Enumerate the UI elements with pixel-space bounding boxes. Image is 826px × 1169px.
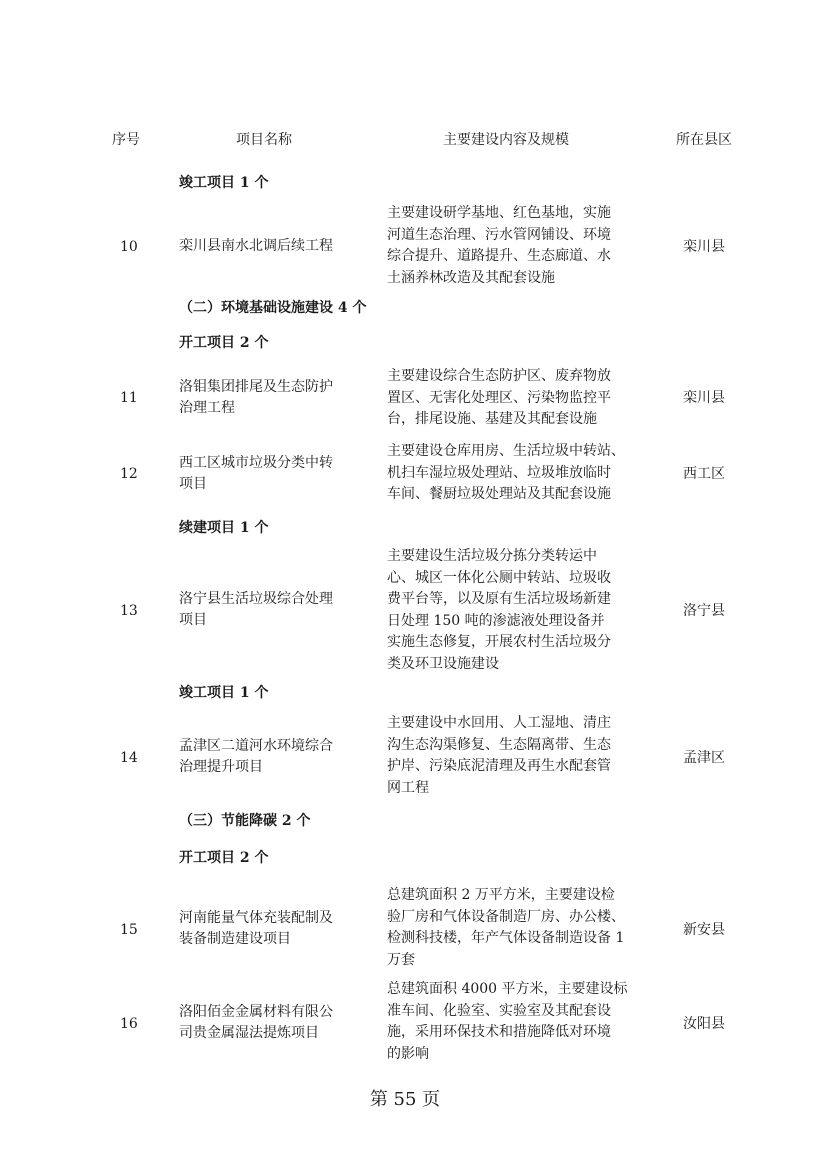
row-12-number: 12 [120,466,138,482]
row-13-content-line: 心、城区一体化公厕中转站、垃圾收 [387,569,611,586]
row-15-county: 新安县 [683,922,725,938]
row-11-content-line: 台，排尾设施、基建及其配套设施 [387,411,597,427]
row-13-content [387,546,642,675]
row-11-name [179,377,369,419]
row-14-name-line: 孟津区二道河水环境综合 [179,738,333,754]
column-header-county: 所在县区 [676,132,732,148]
row-15-content-line: 万套 [387,951,415,968]
row-14-number: 14 [120,750,138,766]
row-14-content-line: 网工程 [387,779,429,796]
row-15-content [387,885,642,971]
row-10-content-line: 土涵养林改造及其配套设施 [387,269,555,286]
section-continued-1: 续建项目 1 个 [179,520,269,536]
row-10-name [179,236,369,257]
row-13-content-line: 实施生态修复，开展农村生活垃圾分 [387,634,611,650]
row-13-name [179,589,369,631]
row-13-content-line: 主要建设生活垃圾分拣分类转运中 [387,548,597,564]
section-started-2b: 开工项目 2 个 [179,850,269,866]
row-16-name-line: 洛阳佰金金属材料有限公 [179,1004,333,1020]
row-14-name [179,736,369,778]
row-11-county: 栾川县 [683,390,725,406]
row-12-content-line: 主要建设仓库用房、生活垃圾中转站、 [387,443,625,459]
row-16-content-line: 准车间、化验室、实验室及其配套设 [387,1002,611,1019]
row-16-name-line: 司贵金属湿法提炼项目 [179,1025,319,1041]
row-16-content-line: 总建筑面积 4000 平方米，主要建设标 [387,981,628,997]
row-10-content-line: 综合提升、道路提升、生态廊道、水 [387,248,611,264]
row-15-content-line: 总建筑面积 2 万平方米，主要建设检 [387,887,615,903]
row-16-content-line: 的影响 [387,1045,429,1062]
row-11-content-line: 置区、无害化处理区、污染物监控平 [387,389,611,406]
section-completed-1b: 竣工项目 1 个 [179,685,269,701]
row-13-number: 13 [120,603,138,619]
row-15-content-line: 检测科技楼，年产气体设备制造设备 1 [387,930,625,946]
row-16-content-line: 施，采用环保技术和措施降低对环境 [387,1024,611,1040]
row-12-content-line: 机扫车湿垃圾处理站、垃圾堆放临时 [387,464,611,481]
row-14-name-line: 治理提升项目 [179,759,263,775]
row-15-name [179,908,369,950]
section-environment-infrastructure: （二）环境基础设施建设 4 个 [179,300,367,316]
row-10-number: 10 [120,239,138,255]
row-13-name-line: 洛宁县生活垃圾综合处理 [179,591,333,607]
row-15-number: 15 [120,922,138,938]
row-12-name-line: 西工区城市垃圾分类中转 [179,455,333,471]
row-13-name-line: 项目 [179,612,207,628]
row-12-county: 西工区 [683,466,725,482]
column-header-content: 主要建设内容及规模 [443,132,569,148]
row-10-content-line: 河道生态治理、污水管网铺设、环境 [387,226,611,243]
row-14-county: 孟津区 [683,750,725,766]
row-14-content-line: 护岸、污染底泥清理及再生水配套管 [387,758,611,774]
section-energy-saving: （三）节能降碳 2 个 [179,813,311,829]
row-10-content-line: 主要建设研学基地、红色基地，实施 [387,205,611,221]
column-header-no: 序号 [112,132,140,148]
row-16-county: 汝阳县 [683,1016,725,1032]
row-10-county: 栾川县 [683,239,725,255]
row-14-content [387,713,642,799]
row-15-content-line: 验厂房和气体设备制造厂房、办公楼、 [387,908,625,925]
row-14-content-line: 主要建设中水回用、人工湿地、清庄 [387,715,611,731]
row-15-name-line: 装备制造建设项目 [179,931,291,947]
row-10-content [387,203,642,289]
column-header-name: 项目名称 [236,132,292,148]
row-11-name-line: 洛钼集团排尾及生态防护 [179,379,333,395]
row-12-content-line: 车间、餐厨垃圾处理站及其配套设施 [387,486,611,502]
row-15-name-line: 河南能量气体充装配制及 [179,910,333,926]
row-12-name-line: 项目 [179,476,207,492]
row-16-content [387,979,642,1065]
row-13-content-line: 日处理 150 吨的渗滤液处理设备并 [387,612,605,629]
row-14-content-line: 沟生态沟渠修复、生态隔离带、生态 [387,736,611,753]
row-16-name [179,1002,369,1044]
row-12-content [387,441,642,506]
row-16-number: 16 [120,1016,138,1032]
section-started-2: 开工项目 2 个 [179,335,269,351]
row-11-name-line: 治理工程 [179,400,235,416]
section-completed-1: 竣工项目 1 个 [179,175,269,191]
row-11-number: 11 [120,390,138,406]
row-11-content [387,366,642,431]
row-13-county: 洛宁县 [683,603,725,619]
page-number: 第 55 页 [369,1089,441,1110]
row-12-name [179,453,369,495]
row-10-name-line: 栾川县南水北调后续工程 [179,238,333,254]
row-13-content-line: 费平台等，以及原有生活垃圾场新建 [387,591,611,607]
row-13-content-line: 类及环卫设施建设 [387,655,499,672]
row-11-content-line: 主要建设综合生态防护区、废弃物放 [387,368,611,384]
